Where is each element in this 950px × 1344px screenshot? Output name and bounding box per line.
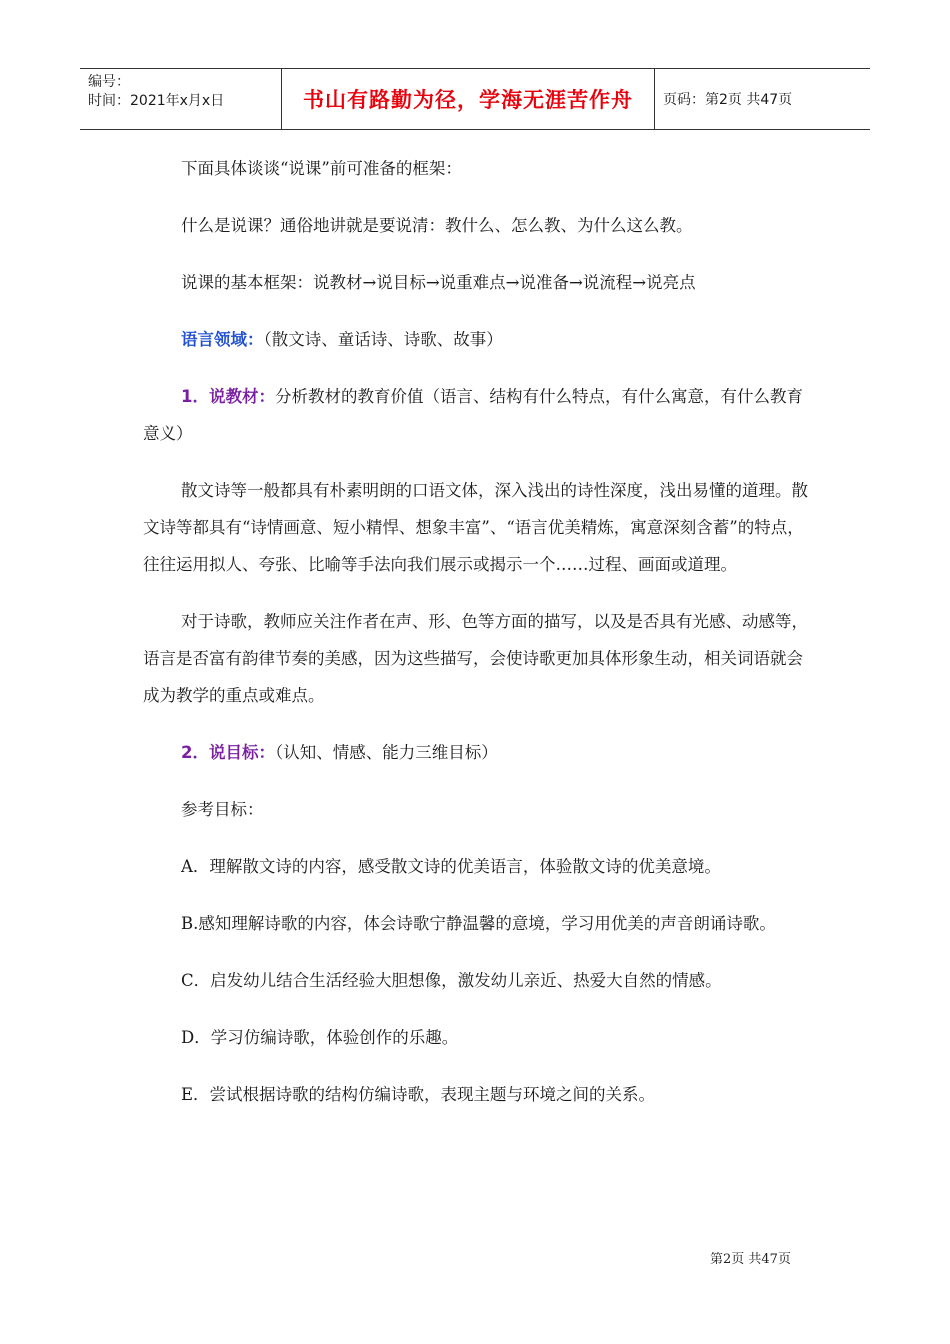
header-motto: 书山有路勤为径，学海无涯苦作舟 [282, 69, 655, 129]
page-footer: 第2页 共47页 [710, 1252, 791, 1267]
paragraph: 参考目标： [181, 800, 264, 819]
page-header [80, 68, 870, 130]
goal-item: B.感知理解诗歌的内容，体会诗歌宁静温馨的意境，学习用优美的声音朗诵诗歌。 [181, 914, 776, 933]
section-label: 语言领域： [181, 330, 264, 349]
time-label: 时间：2021年x月x日 [88, 93, 225, 109]
section-text: 分析教材的教育价值（语言、结构有什么特点，有什么寓意，有什么教育意义） [143, 387, 803, 443]
header-meta [80, 69, 282, 129]
section-heading-goals [143, 734, 813, 771]
section-heading-language [143, 321, 813, 358]
paragraph: 说课的基本框架：说教材→说目标→说重难点→说准备→说流程→说亮点 [181, 273, 696, 292]
number-label: 编号： [88, 74, 130, 90]
section-heading-textbook [143, 378, 813, 452]
paragraph: 什么是说课？通俗地讲就是要说清：教什么、怎么教、为什么这么教。 [181, 216, 693, 235]
section-label: 1．说教材： [181, 387, 275, 406]
goal-item: D．学习仿编诗歌，体验创作的乐趣。 [181, 1028, 459, 1047]
goal-item: E．尝试根据诗歌的结构仿编诗歌，表现主题与环境之间的关系。 [181, 1085, 656, 1104]
paragraph: 散文诗等一般都具有朴素明朗的口语文体，深入浅出的诗性深度，浅出易懂的道理。散文诗等都具有“诗情画意、短小精悍、想象丰富”、“语言优美精炼，寓意深刻含蓄”的特点，往往运用拟人、夸张、比喻等手法向我们展示或揭示一个……过程、画面或道理。 [143, 481, 808, 574]
paragraph: 下面具体谈谈“说课”前可准备的框架： [181, 159, 462, 178]
goal-item: C．启发幼儿结合生活经验大胆想像，激发幼儿亲近、热爱大自然的情感。 [181, 971, 722, 990]
goal-item: A．理解散文诗的内容，感受散文诗的优美语言，体验散文诗的优美意境。 [181, 857, 721, 876]
document-body [143, 150, 813, 1113]
header-page-info: 页码：第2页 共47页 [663, 92, 793, 108]
section-text: （散文诗、童话诗、诗歌、故事） [263, 330, 503, 349]
section-text: （认知、情感、能力三维目标） [274, 743, 498, 762]
section-label: 2．说目标： [181, 743, 275, 762]
paragraph: 对于诗歌，教师应关注作者在声、形、色等方面的描写，以及是否具有光感、动感等，语言是否富有韵律节奏的美感，因为这些描写，会使诗歌更加具体形象生动，相关词语就会成为教学的重点或难点。 [143, 612, 808, 705]
